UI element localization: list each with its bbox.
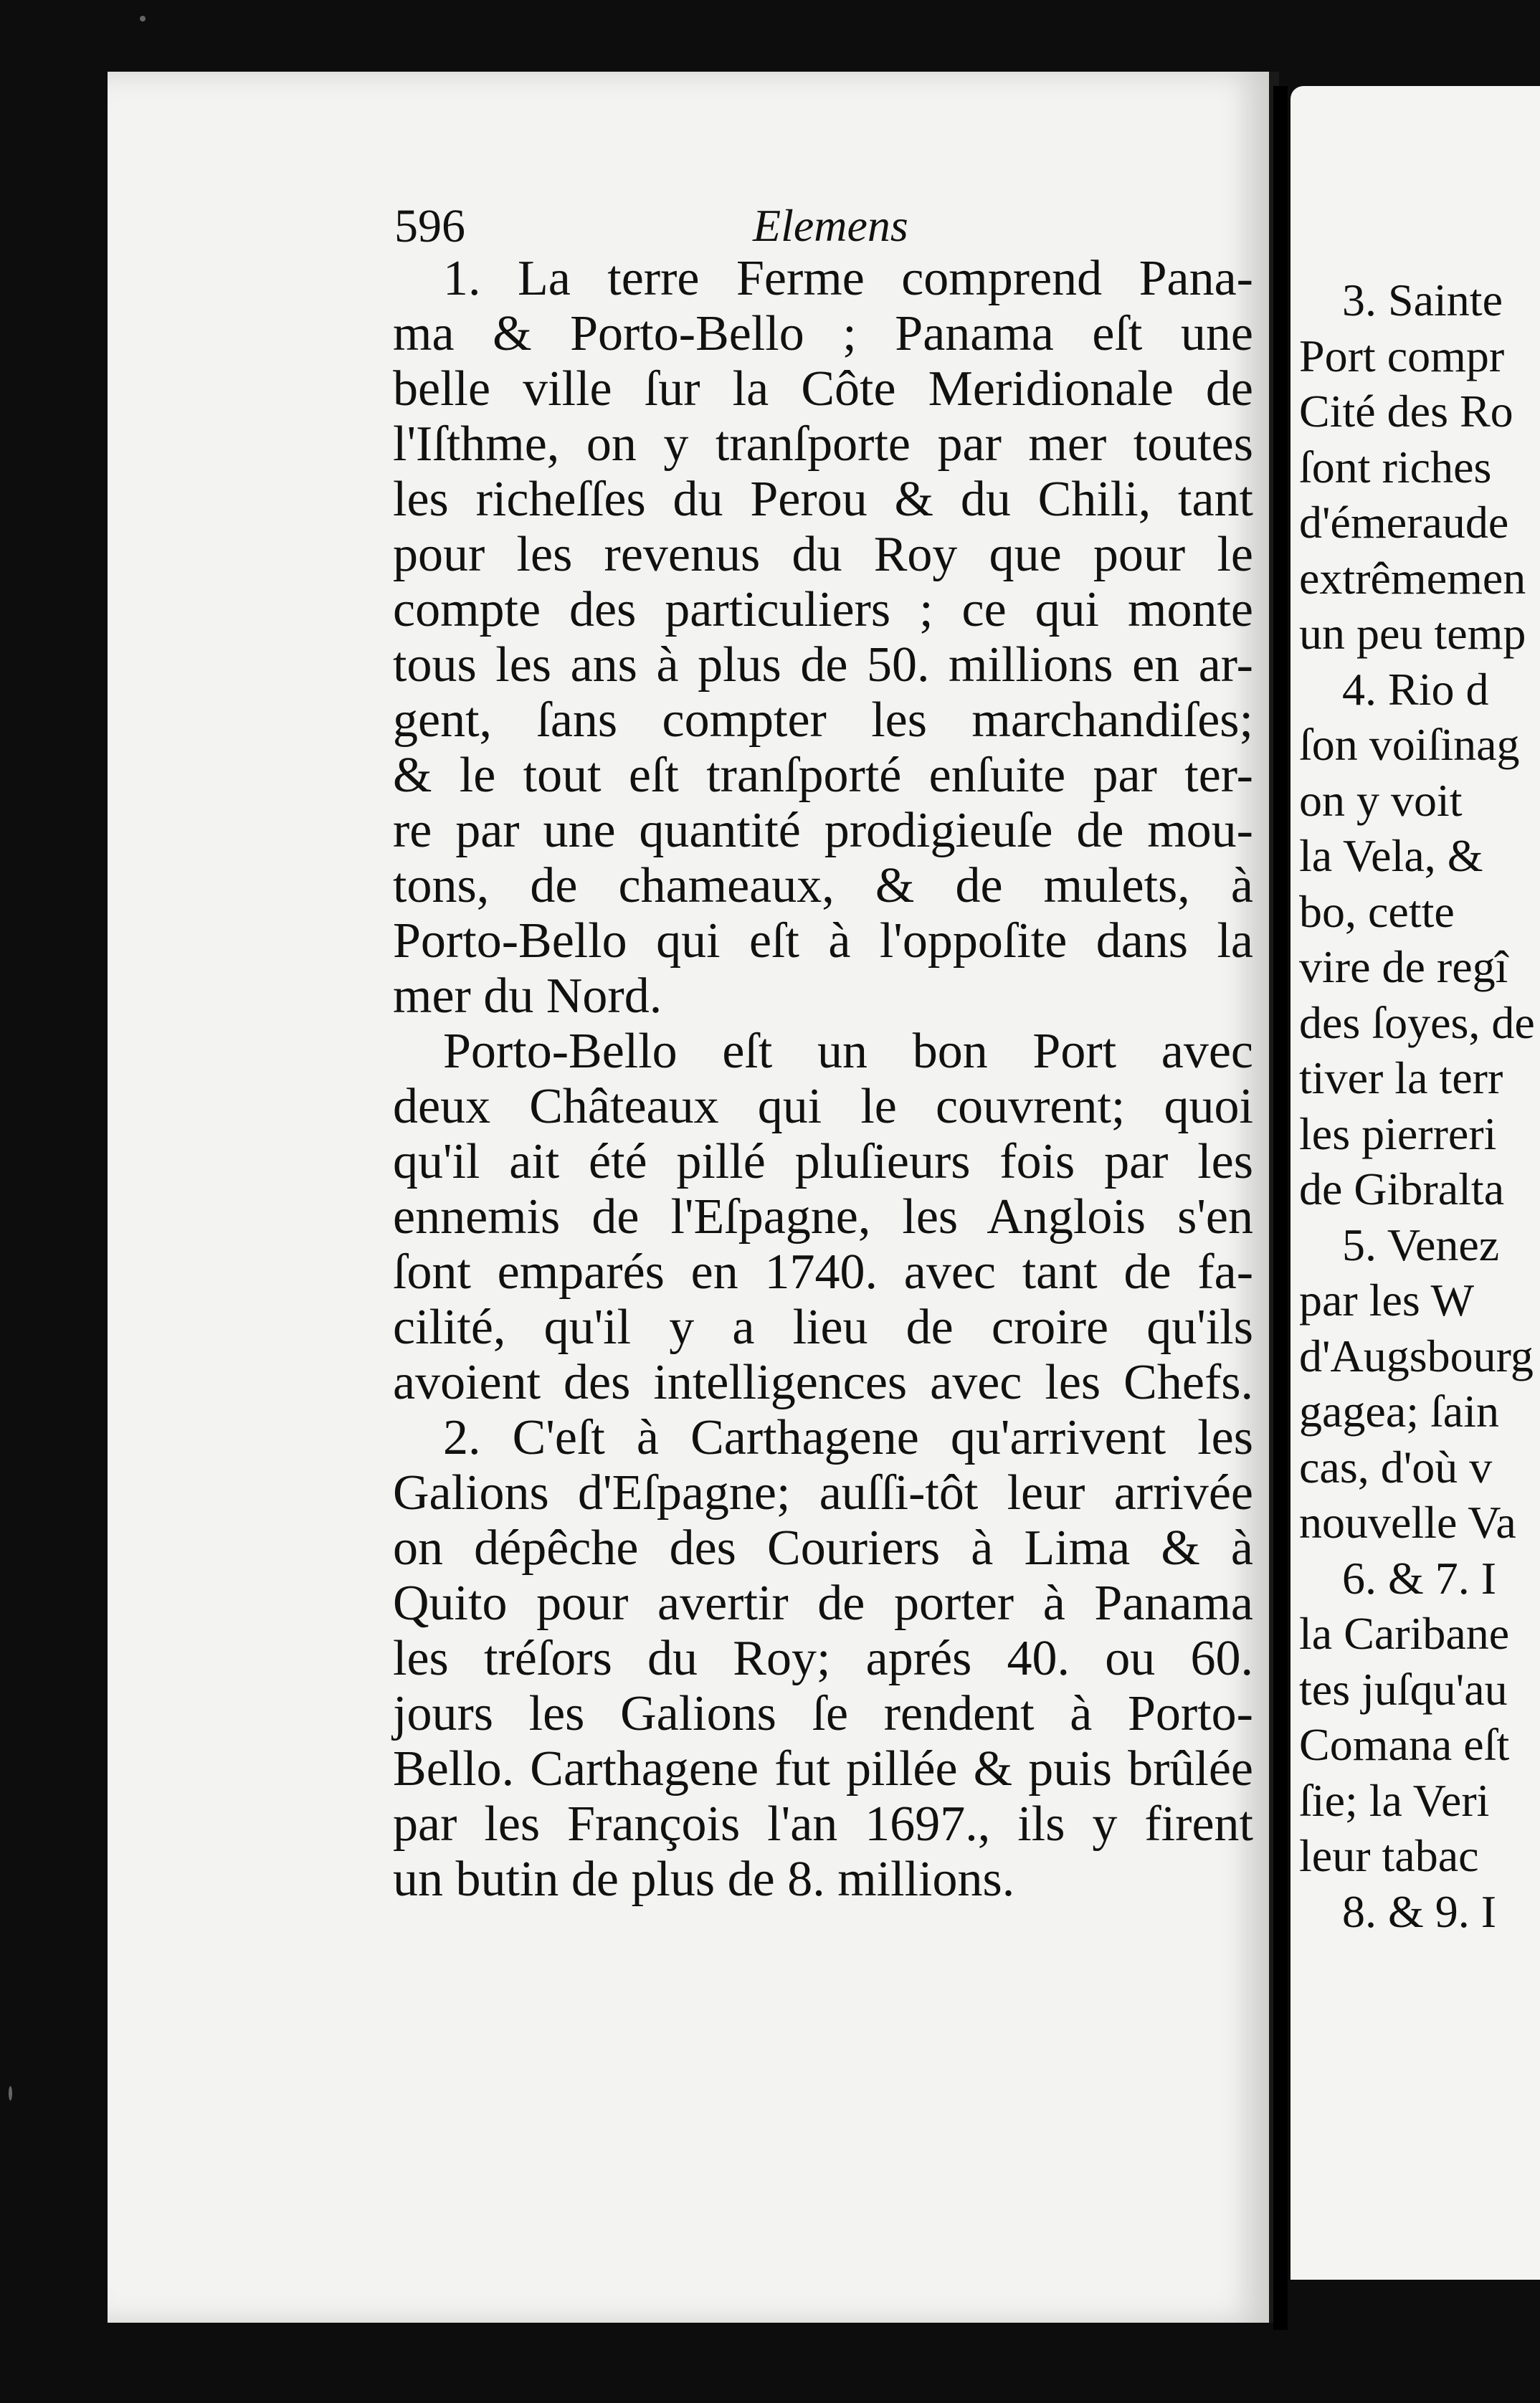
- text-line: compte des particuliers ; ce qui monte: [393, 582, 1253, 637]
- text-line: mer du Nord.: [393, 969, 662, 1024]
- page-number: 596: [394, 200, 465, 252]
- text-line: de Gibralta: [1299, 1164, 1505, 1214]
- text-line: l'Iſthme, on y tranſporte par mer toutes: [393, 417, 1253, 472]
- text-line: & le tout eſt tranſporté enſuite par ter-: [393, 748, 1253, 803]
- text-line: ſie; la Veri: [1299, 1774, 1490, 1826]
- text-line: d'émeraude: [1299, 497, 1509, 548]
- text-line: Galions d'Eſpagne; auſſi-tôt leur arrivée: [393, 1465, 1253, 1521]
- text-line: 8. & 9. I: [1342, 1885, 1497, 1937]
- text-line: Port compr: [1299, 330, 1505, 381]
- text-line: Porto-Bello eſt un bon Port avec: [443, 1024, 1253, 1079]
- text-line: belle ville ſur la Côte Meridionale de: [393, 361, 1253, 417]
- text-line: bo, cette: [1299, 885, 1455, 937]
- text-line: Cité des Ro: [1299, 386, 1513, 437]
- scan-speck: [140, 16, 146, 22]
- text-line: tous les ans à plus de 50. millions en ar-: [393, 637, 1253, 693]
- text-line: jours les Galions ſe rendent à Porto-: [393, 1686, 1253, 1741]
- text-line: ſon voiſinag: [1299, 719, 1520, 770]
- text-line: on dépêche des Couriers à Lima & à: [393, 1521, 1253, 1576]
- text-line: 6. & 7. I: [1342, 1552, 1497, 1604]
- text-line: un butin de plus de 8. millions.: [393, 1852, 1015, 1907]
- text-line: ſont riches: [1299, 441, 1492, 493]
- text-line: tons, de chameaux, & de mulets, à: [393, 858, 1253, 913]
- text-line: tiver la terr: [1299, 1052, 1503, 1103]
- text-line: Porto-Bello qui eſt à l'oppoſite dans la: [393, 913, 1253, 969]
- text-line: tes juſqu'au: [1299, 1663, 1508, 1715]
- scan-speck: [9, 2086, 12, 2100]
- text-line: Quito pour avertir de porter à Panama: [393, 1576, 1253, 1631]
- text-line: ſont emparés en 1740. avec tant de fa-: [393, 1245, 1253, 1300]
- text-line: 3. Sainte: [1342, 275, 1503, 325]
- text-line: deux Châteaux qui le couvrent; quoi: [393, 1079, 1253, 1134]
- text-line: Comana eſt: [1299, 1719, 1510, 1770]
- right-page-text: [1299, 272, 1540, 1939]
- text-line: ma & Porto-Bello ; Panama eſt une: [393, 306, 1253, 361]
- text-line: extrêmemen: [1299, 552, 1526, 604]
- running-head: Elemens: [753, 200, 908, 251]
- text-line: la Caribane: [1299, 1608, 1510, 1659]
- text-line: re par une quantité prodigieuſe de mou-: [393, 803, 1253, 858]
- text-line: par les W: [1299, 1275, 1475, 1326]
- text-line: qu'il ait été pillé pluſieurs fois par les: [393, 1134, 1253, 1189]
- text-line: des ſoyes, de: [1299, 996, 1535, 1048]
- text-line: 4. Rio d: [1342, 663, 1489, 715]
- text-line: 1. La terre Ferme comprend Pana-: [443, 251, 1253, 306]
- text-line: avoient des intelligences avec les Chefs.: [393, 1355, 1253, 1410]
- text-line: Bello. Carthagene fut pillée & puis brûlée: [393, 1741, 1253, 1797]
- text-line: gent, ſans compter les marchandiſes;: [393, 693, 1253, 748]
- text-line: un peu temp: [1299, 608, 1526, 659]
- text-line: 5. Venez: [1342, 1219, 1500, 1270]
- text-line: les richeſſes du Perou & du Chili, tant: [393, 472, 1253, 527]
- book-gutter: [1273, 86, 1288, 2330]
- left-page-text: [393, 251, 1253, 1907]
- text-line: d'Augsbourg: [1299, 1330, 1534, 1381]
- text-line: cas, d'où v: [1299, 1441, 1493, 1493]
- text-line: pour les revenus du Roy que pour le: [393, 527, 1253, 582]
- text-line: la Vela, &: [1299, 830, 1483, 881]
- text-line: les tréſors du Roy; aprés 40. ou 60.: [393, 1631, 1253, 1686]
- text-line: on y voit: [1299, 774, 1463, 826]
- text-line: vire de regî: [1299, 941, 1508, 992]
- text-line: par les François l'an 1697., ils y firent: [393, 1797, 1253, 1852]
- text-line: ennemis de l'Eſpagne, les Anglois s'en: [393, 1189, 1253, 1245]
- text-line: 2. C'eſt à Carthagene qu'arrivent les: [443, 1410, 1253, 1465]
- text-line: les pierreri: [1299, 1108, 1497, 1159]
- text-line: gagea; ſain: [1299, 1386, 1499, 1437]
- text-line: leur tabac: [1299, 1830, 1479, 1881]
- text-line: nouvelle Va: [1299, 1497, 1516, 1548]
- text-line: cilité, qu'il y a lieu de croire qu'ils: [393, 1300, 1253, 1355]
